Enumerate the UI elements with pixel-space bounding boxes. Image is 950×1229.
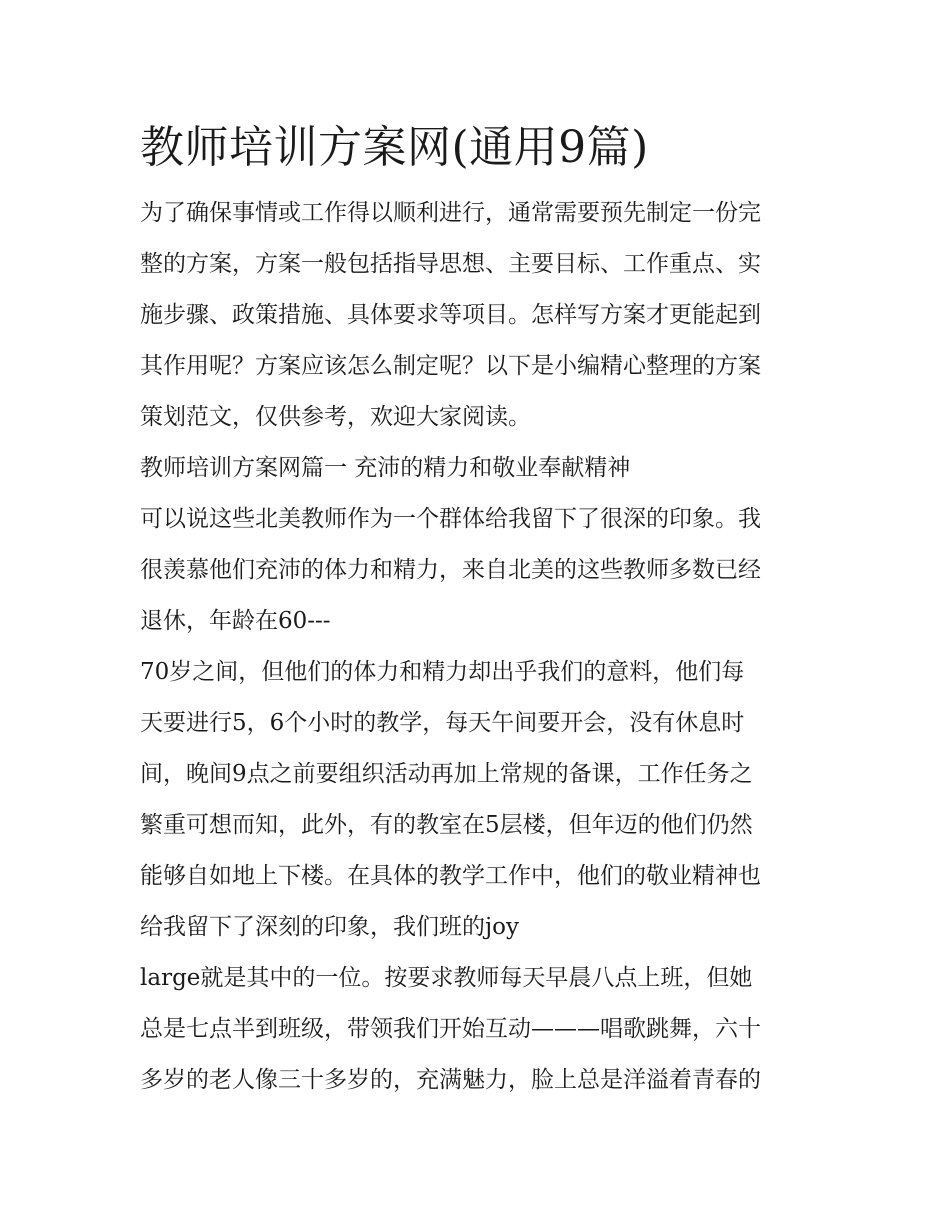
text-line: 给我留下了深刻的印象，我们班的joy bbox=[140, 914, 519, 940]
text-line: 70岁之间，但他们的体力和精力却出乎我们的意料，他们每 bbox=[140, 659, 745, 685]
text-line: 其作用呢？方案应该怎么制定呢？以下是小编精心整理的方案 bbox=[140, 353, 761, 379]
text-line: 施步骤、政策措施、具体要求等项目。怎样写方案才更能起到 bbox=[140, 302, 761, 328]
text-line: 整的方案，方案一般包括指导思想、主要目标、工作重点、实 bbox=[140, 251, 761, 277]
text-line: 为了确保事情或工作得以顺利进行，通常需要预先制定一份完 bbox=[140, 200, 761, 226]
section-heading: 教师培训方案网篇一 充沛的精力和敬业奉献精神 bbox=[140, 455, 631, 481]
text-line: large就是其中的一位。按要求教师每天早晨八点上班，但她 bbox=[140, 965, 753, 991]
document-page bbox=[140, 108, 830, 1106]
document-title: 教师培训方案网(通用9篇) bbox=[140, 122, 649, 173]
text-line: 繁重可想而知，此外，有的教室在5层楼，但年迈的他们仍然 bbox=[140, 812, 753, 838]
text-line: 很羡慕他们充沛的体力和精力，来自北美的这些教师多数已经 bbox=[140, 557, 761, 583]
text-line: 总是七点半到班级，带领我们开始互动———唱歌跳舞，六十 bbox=[140, 1016, 761, 1042]
text-line: 多岁的老人像三十多岁的，充满魅力，脸上总是洋溢着青春的 bbox=[140, 1067, 761, 1093]
text-line: 天要进行5，6个小时的教学，每天午间要开会，没有休息时 bbox=[140, 710, 745, 736]
text-line: 可以说这些北美教师作为一个群体给我留下了很深的印象。我 bbox=[140, 506, 761, 532]
text-line: 能够自如地上下楼。在具体的教学工作中，他们的敬业精神也 bbox=[140, 863, 761, 889]
text-line: 间，晚间9点之前要组织活动再加上常规的备课，工作任务之 bbox=[140, 761, 753, 787]
text-line: 策划范文，仅供参考，欢迎大家阅读。 bbox=[140, 404, 531, 430]
text-line: 退休，年龄在60--- bbox=[140, 608, 331, 634]
